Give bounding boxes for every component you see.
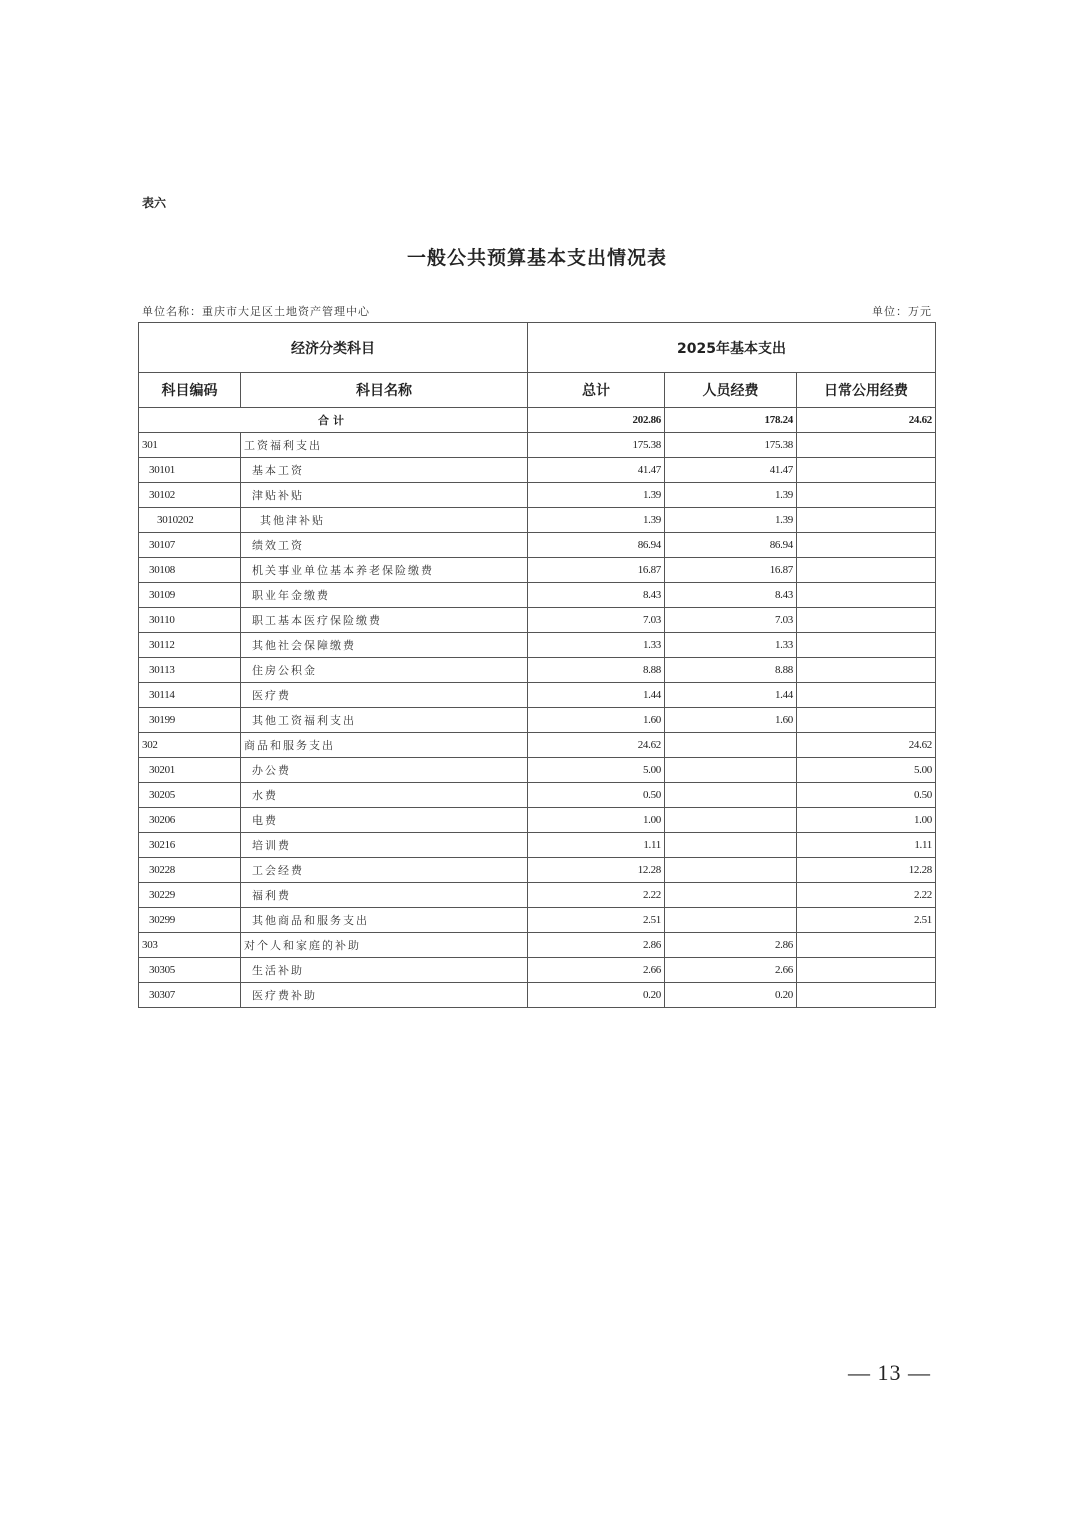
row-name: 电费: [241, 808, 528, 833]
row-public: [797, 958, 936, 983]
row-public: [797, 508, 936, 533]
row-total: 5.00: [528, 758, 665, 783]
row-total: 0.20: [528, 983, 665, 1008]
row-personnel: 8.88: [665, 658, 797, 683]
row-personnel: 7.03: [665, 608, 797, 633]
table-row: [139, 708, 936, 733]
row-name: 工资福利支出: [241, 433, 528, 458]
row-personnel: [665, 783, 797, 808]
table-row: [139, 758, 936, 783]
row-code: 30109: [139, 583, 241, 608]
table-row: [139, 533, 936, 558]
row-total: 175.38: [528, 433, 665, 458]
row-public: 1.00: [797, 808, 936, 833]
row-code: 30299: [139, 908, 241, 933]
table-row: [139, 883, 936, 908]
row-code: 30110: [139, 608, 241, 633]
row-name: 生活补助: [241, 958, 528, 983]
row-code: 30114: [139, 683, 241, 708]
row-name: 培训费: [241, 833, 528, 858]
row-public: 1.11: [797, 833, 936, 858]
row-total: 2.22: [528, 883, 665, 908]
row-total: 12.28: [528, 858, 665, 883]
row-public: 0.50: [797, 783, 936, 808]
row-name: 基本工资: [241, 458, 528, 483]
row-public: 12.28: [797, 858, 936, 883]
table-row: [139, 608, 936, 633]
table-row: [139, 983, 936, 1008]
row-name: 水费: [241, 783, 528, 808]
row-name: 其他津补贴: [241, 508, 528, 533]
row-total: 8.88: [528, 658, 665, 683]
row-code: 30307: [139, 983, 241, 1008]
table-row: [139, 958, 936, 983]
row-code: 30305: [139, 958, 241, 983]
row-total: 0.50: [528, 783, 665, 808]
row-total: 16.87: [528, 558, 665, 583]
row-total: 86.94: [528, 533, 665, 558]
total-row: [139, 408, 936, 433]
row-personnel: 86.94: [665, 533, 797, 558]
row-personnel: 41.47: [665, 458, 797, 483]
table-row: [139, 683, 936, 708]
row-public: [797, 433, 936, 458]
row-total: 8.43: [528, 583, 665, 608]
header-code: 科目编码: [139, 373, 241, 408]
row-personnel: 1.39: [665, 483, 797, 508]
row-public: [797, 458, 936, 483]
row-name: 办公费: [241, 758, 528, 783]
row-personnel: 16.87: [665, 558, 797, 583]
row-code: 30205: [139, 783, 241, 808]
row-public: [797, 683, 936, 708]
row-personnel: [665, 833, 797, 858]
row-total: 41.47: [528, 458, 665, 483]
table-row: [139, 583, 936, 608]
header-personnel: 人员经费: [665, 373, 797, 408]
row-personnel: 1.33: [665, 633, 797, 658]
row-personnel: [665, 908, 797, 933]
row-name: 机关事业单位基本养老保险缴费: [241, 558, 528, 583]
row-total: 1.00: [528, 808, 665, 833]
row-public: 5.00: [797, 758, 936, 783]
row-code: 3010202: [139, 508, 241, 533]
total-personnel: 178.24: [665, 408, 797, 433]
row-code: 30107: [139, 533, 241, 558]
budget-table: [138, 322, 936, 1008]
table-row: [139, 908, 936, 933]
row-code: 30201: [139, 758, 241, 783]
header-total: 总计: [528, 373, 665, 408]
row-public: [797, 708, 936, 733]
row-total: 2.66: [528, 958, 665, 983]
table-row: [139, 833, 936, 858]
row-total: 1.44: [528, 683, 665, 708]
row-code: 30206: [139, 808, 241, 833]
header-basic-expenditure: 2025年基本支出: [528, 323, 936, 373]
unit-name: 单位名称：重庆市大足区土地资产管理中心: [142, 305, 370, 318]
table-row: [139, 458, 936, 483]
page-number: — 13 —: [848, 1360, 931, 1385]
row-personnel: [665, 733, 797, 758]
row-name: 工会经费: [241, 858, 528, 883]
table-row: [139, 558, 936, 583]
table-row: [139, 808, 936, 833]
header-public: 日常公用经费: [797, 373, 936, 408]
row-total: 1.39: [528, 508, 665, 533]
row-public: [797, 658, 936, 683]
row-total: 7.03: [528, 608, 665, 633]
row-name: 医疗费补助: [241, 983, 528, 1008]
row-public: [797, 533, 936, 558]
row-code: 30228: [139, 858, 241, 883]
row-total: 1.11: [528, 833, 665, 858]
row-total: 1.33: [528, 633, 665, 658]
row-public: 24.62: [797, 733, 936, 758]
table-row: [139, 658, 936, 683]
table-row: [139, 508, 936, 533]
row-public: 2.22: [797, 883, 936, 908]
table-row: [139, 733, 936, 758]
table-number: 表六: [142, 196, 167, 210]
row-name: 其他社会保障缴费: [241, 633, 528, 658]
row-name: 其他商品和服务支出: [241, 908, 528, 933]
row-name: 其他工资福利支出: [241, 708, 528, 733]
row-name: 职业年金缴费: [241, 583, 528, 608]
table-row: [139, 783, 936, 808]
row-personnel: [665, 883, 797, 908]
row-personnel: 8.43: [665, 583, 797, 608]
row-public: [797, 483, 936, 508]
page-title: 一般公共预算基本支出情况表: [406, 247, 667, 269]
table-row: [139, 483, 936, 508]
total-public: 24.62: [797, 408, 936, 433]
row-public: [797, 608, 936, 633]
row-personnel: 1.60: [665, 708, 797, 733]
table-row: [139, 858, 936, 883]
row-total: 24.62: [528, 733, 665, 758]
total-label: 合计: [139, 408, 528, 433]
row-code: 30101: [139, 458, 241, 483]
row-code: 30112: [139, 633, 241, 658]
row-name: 医疗费: [241, 683, 528, 708]
row-code: 30229: [139, 883, 241, 908]
currency-unit: 单位：万元: [872, 305, 932, 318]
row-code: 30108: [139, 558, 241, 583]
row-code: 301: [139, 433, 241, 458]
row-personnel: 1.39: [665, 508, 797, 533]
row-public: [797, 983, 936, 1008]
row-personnel: 2.66: [665, 958, 797, 983]
row-code: 30102: [139, 483, 241, 508]
row-personnel: [665, 758, 797, 783]
row-personnel: [665, 808, 797, 833]
row-public: [797, 933, 936, 958]
row-total: 2.51: [528, 908, 665, 933]
row-name: 福利费: [241, 883, 528, 908]
row-code: 30216: [139, 833, 241, 858]
row-personnel: 175.38: [665, 433, 797, 458]
row-code: 30199: [139, 708, 241, 733]
header-economic-category: 经济分类科目: [139, 323, 528, 373]
table-row: [139, 933, 936, 958]
row-total: 2.86: [528, 933, 665, 958]
row-name: 津贴补贴: [241, 483, 528, 508]
row-name: 绩效工资: [241, 533, 528, 558]
row-name: 对个人和家庭的补助: [241, 933, 528, 958]
row-total: 1.60: [528, 708, 665, 733]
row-code: 303: [139, 933, 241, 958]
table-row: [139, 433, 936, 458]
row-code: 302: [139, 733, 241, 758]
row-public: 2.51: [797, 908, 936, 933]
row-personnel: 0.20: [665, 983, 797, 1008]
row-name: 商品和服务支出: [241, 733, 528, 758]
row-personnel: 2.86: [665, 933, 797, 958]
row-public: [797, 558, 936, 583]
row-public: [797, 633, 936, 658]
total-total: 202.86: [528, 408, 665, 433]
row-public: [797, 583, 936, 608]
row-total: 1.39: [528, 483, 665, 508]
row-name: 职工基本医疗保险缴费: [241, 608, 528, 633]
header-name: 科目名称: [241, 373, 528, 408]
table-row: [139, 633, 936, 658]
row-personnel: [665, 858, 797, 883]
row-personnel: 1.44: [665, 683, 797, 708]
row-name: 住房公积金: [241, 658, 528, 683]
row-code: 30113: [139, 658, 241, 683]
